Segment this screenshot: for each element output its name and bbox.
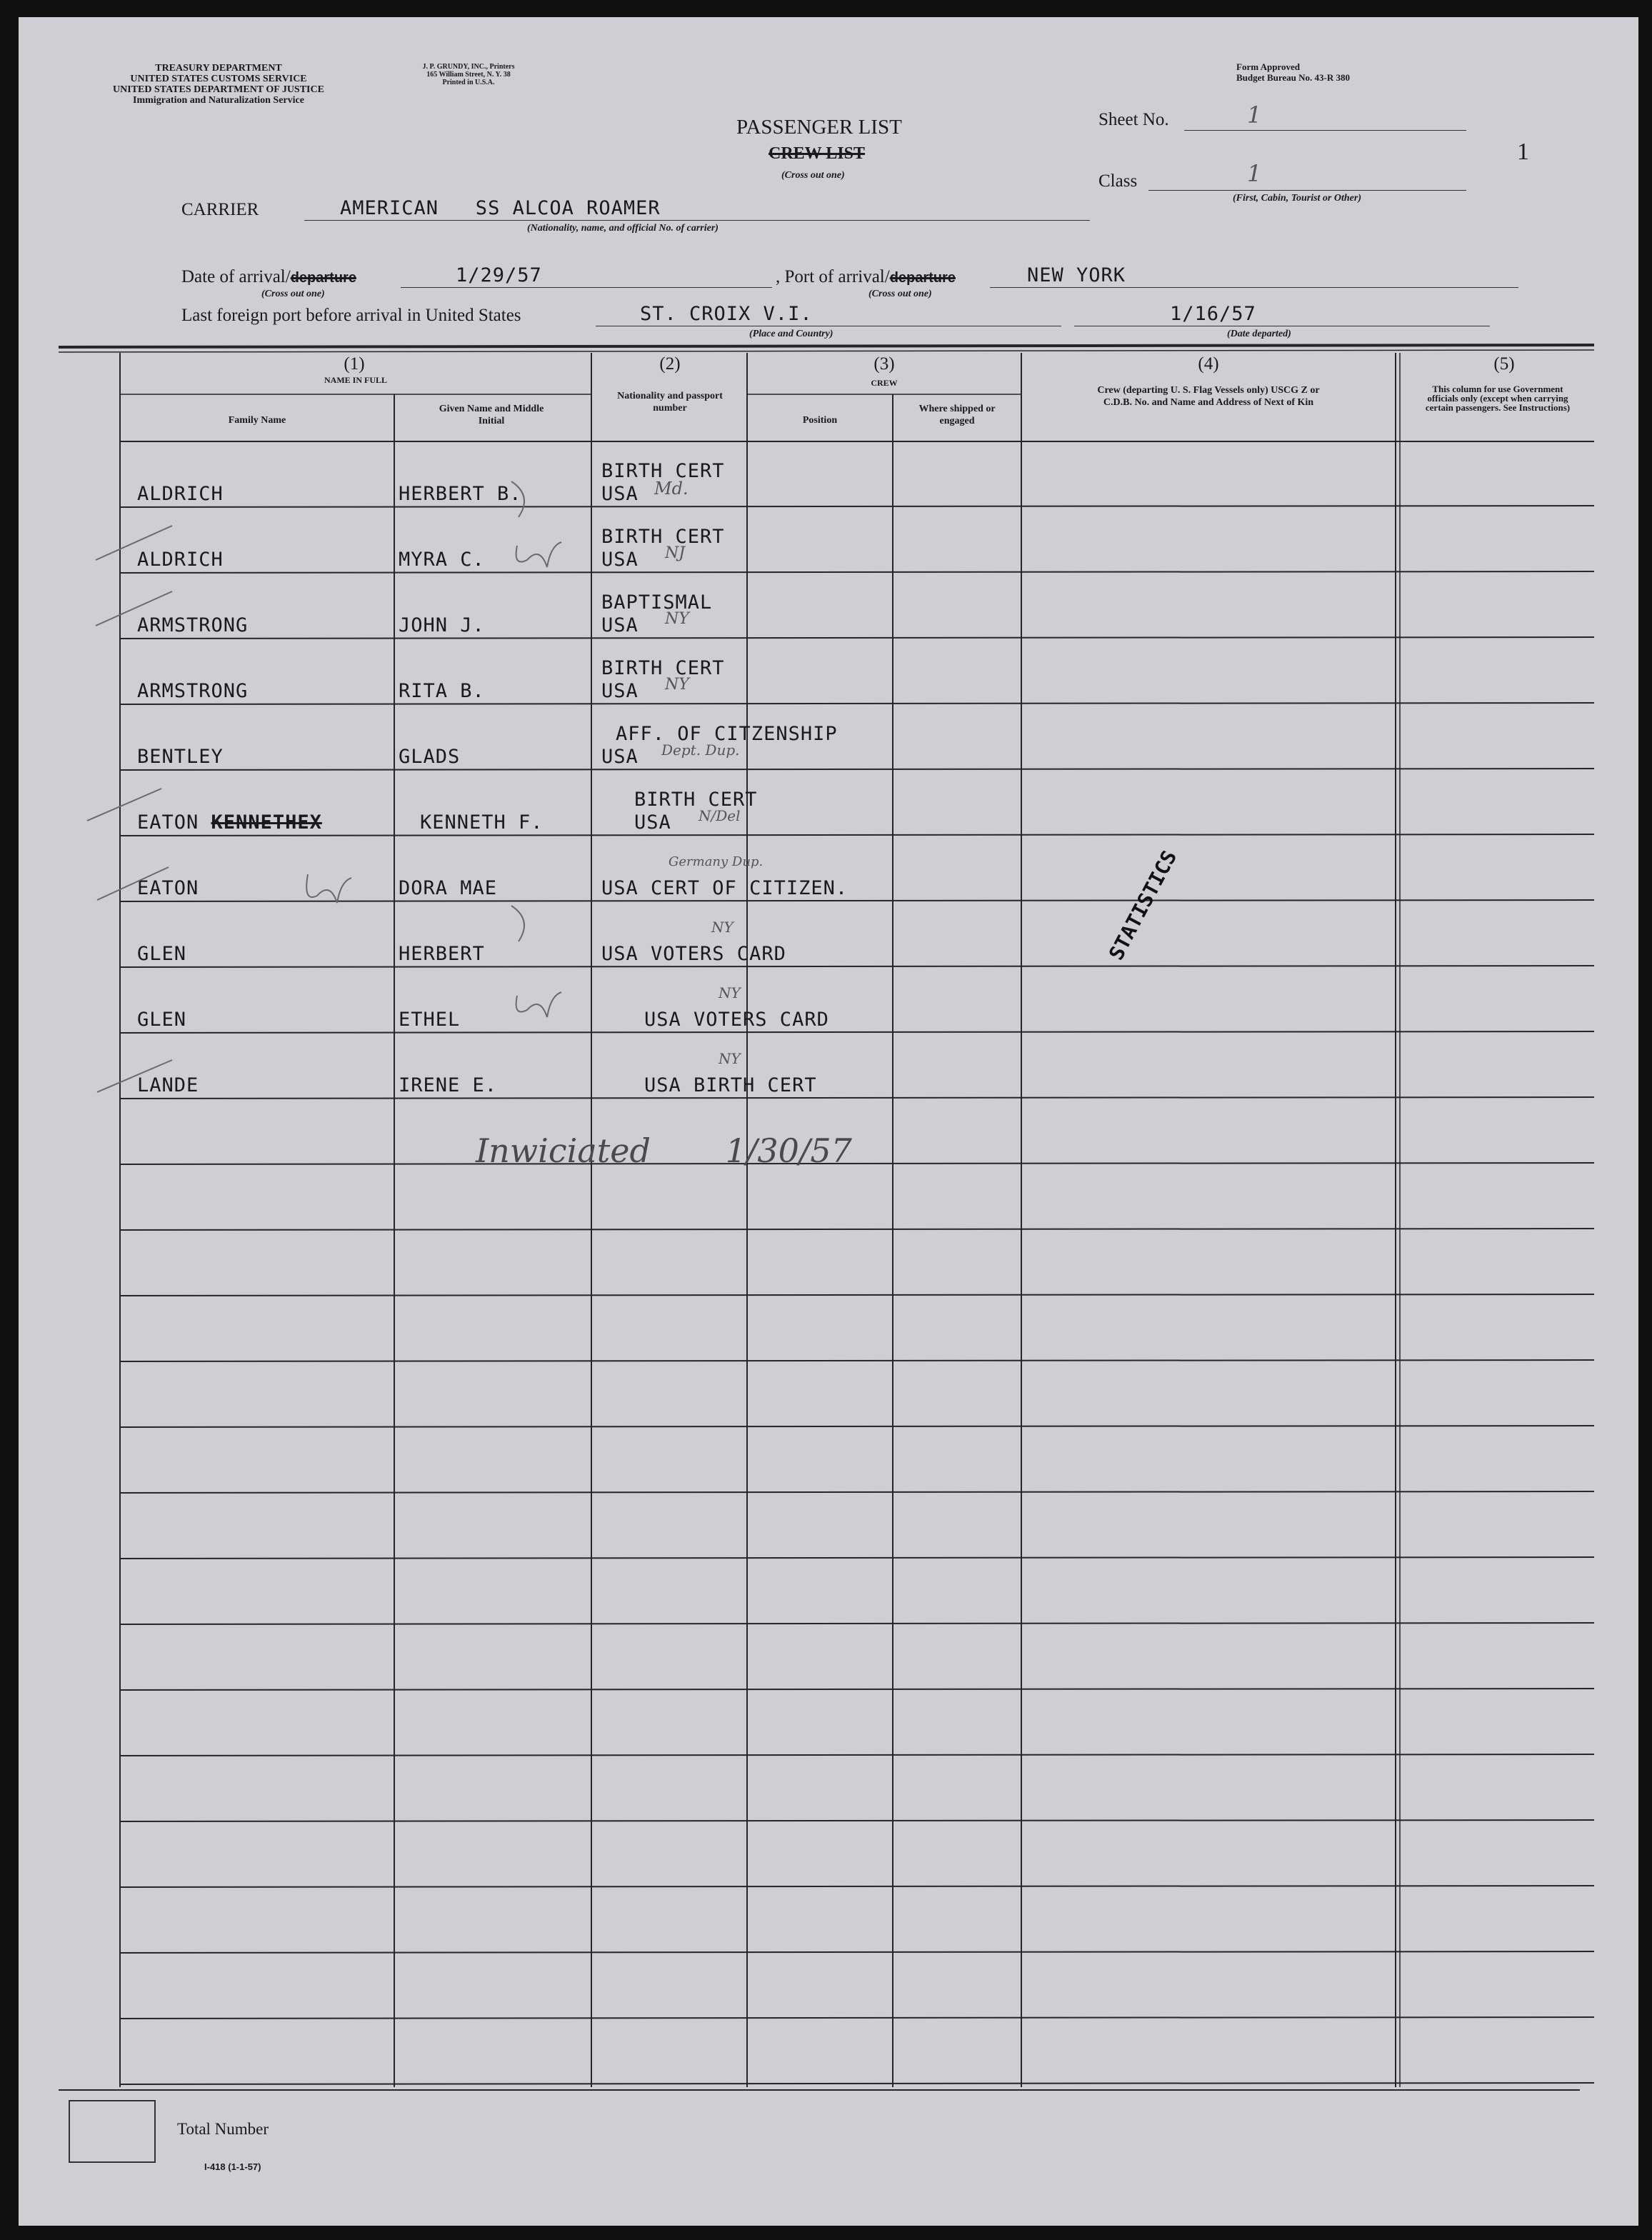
family-name-cell: ALDRICH bbox=[137, 549, 224, 571]
given-name-cell: IRENE E. bbox=[399, 1074, 498, 1096]
given-name-cell: GLADS bbox=[399, 746, 461, 768]
passport-line2: USA CERT OF CITIZEN. bbox=[601, 877, 848, 899]
passport-line2: USA VOTERS CARD bbox=[601, 943, 786, 965]
date-departure-struck: departure bbox=[290, 270, 356, 286]
handwritten-note: N/Del bbox=[699, 807, 741, 824]
position-header: Position bbox=[802, 415, 838, 426]
last-port-value: ST. CROIX V.I. bbox=[640, 303, 813, 325]
family-name-cell: GLEN bbox=[137, 1009, 187, 1031]
col5-number: (5) bbox=[1493, 354, 1515, 374]
passport-line2: USA bbox=[601, 746, 639, 768]
date-caption: (Cross out one) bbox=[261, 289, 325, 299]
family-name-cell: EATON bbox=[137, 877, 199, 899]
total-number-box bbox=[69, 2100, 156, 2163]
col2-number: (2) bbox=[659, 354, 681, 374]
given-name-cell: DORA MAE bbox=[399, 877, 498, 899]
where-shipped-header: Where shipped or engaged bbox=[918, 404, 996, 426]
handwritten-note: NY bbox=[665, 676, 689, 694]
handwritten-note: NY bbox=[711, 919, 734, 936]
crew-header: CREW bbox=[871, 378, 898, 388]
col1-number: (1) bbox=[344, 354, 365, 374]
family-name-header: Family Name bbox=[228, 415, 286, 426]
family-name-cell: ALDRICH bbox=[137, 483, 224, 505]
signature-date: 1/30/57 bbox=[725, 1131, 852, 1170]
port-arrival-value: NEW YORK bbox=[1027, 264, 1126, 286]
printer-line: J. P. GRUNDY, INC., Printers bbox=[422, 63, 515, 71]
given-name-cell: RITA B. bbox=[399, 680, 485, 702]
given-name-cell: JOHN J. bbox=[399, 614, 485, 636]
printer-line: 165 William Street, N. Y. 38 bbox=[426, 71, 511, 79]
passenger-list-form bbox=[19, 17, 1638, 2226]
budget-bureau-text: Budget Bureau No. 43-R 380 bbox=[1236, 72, 1351, 83]
passport-line2: USA BIRTH CERT bbox=[644, 1074, 817, 1096]
passport-line2: USA bbox=[634, 811, 671, 834]
handwritten-note: Dept. Dup. bbox=[661, 741, 740, 759]
handwritten-note: Germany Dup. bbox=[669, 854, 764, 869]
agency-line: UNITED STATES CUSTOMS SERVICE bbox=[130, 74, 307, 84]
class-label: Class bbox=[1098, 171, 1138, 191]
struck-text: KENNETHEX bbox=[211, 811, 322, 834]
agency-line: Immigration and Naturalization Service bbox=[133, 95, 304, 106]
agency-line: TREASURY DEPARTMENT bbox=[155, 63, 282, 74]
handwritten-note: NJ bbox=[665, 544, 686, 562]
form-approved-text: Form Approved bbox=[1236, 61, 1300, 72]
date-departed-value: 1/16/57 bbox=[1170, 303, 1256, 325]
handwritten-note: NY bbox=[719, 984, 741, 1001]
given-name-header: Given Name and Middle Initial bbox=[439, 404, 544, 426]
given-name-cell: MYRA C. bbox=[399, 549, 485, 571]
passport-line2: USA bbox=[601, 680, 639, 702]
nationality-header: Nationality and passport number bbox=[617, 391, 723, 414]
agency-line: UNITED STATES DEPARTMENT OF JUSTICE bbox=[113, 84, 324, 95]
col3-number: (3) bbox=[873, 354, 895, 374]
passport-line2: USA bbox=[601, 614, 639, 636]
family-name-cell: ARMSTRONG bbox=[137, 680, 249, 702]
given-name-cell: HERBERT bbox=[399, 943, 485, 965]
passport-line1: BIRTH CERT bbox=[601, 460, 725, 482]
passport-line2: USA bbox=[601, 549, 639, 571]
statistics-stamp: STATISTICS bbox=[1104, 846, 1182, 964]
printer-line: Printed in U.S.A. bbox=[442, 79, 495, 86]
passport-line1: BIRTH CERT bbox=[601, 526, 725, 548]
form-code: I-418 (1-1-57) bbox=[204, 2161, 261, 2172]
government-use-header: This column for use Government officials only (except when carrying certain passengers. See Instructions) bbox=[1425, 384, 1571, 413]
family-name-cell: LANDE bbox=[137, 1074, 199, 1096]
passport-line1: AFF. OF CITZENSHIP bbox=[616, 723, 838, 745]
handwritten-note: NY bbox=[719, 1050, 741, 1067]
port-arrival-text: , Port of arrival/ bbox=[776, 267, 890, 286]
col1-title: NAME IN FULL bbox=[324, 375, 387, 385]
handwritten-note: NY bbox=[665, 610, 689, 628]
date-arrival-text: Date of arrival/ bbox=[181, 267, 291, 286]
carrier-label: CARRIER bbox=[181, 200, 259, 219]
family-name-cell: GLEN bbox=[137, 943, 187, 965]
given-name-cell: KENNETH F. bbox=[420, 811, 544, 834]
given-name-cell: HERBERT B. bbox=[399, 483, 522, 505]
family-name-cell: ARMSTRONG bbox=[137, 614, 249, 636]
form-title: PASSENGER LIST bbox=[736, 116, 902, 139]
page-number: 1 bbox=[1517, 139, 1529, 165]
total-number-label: Total Number bbox=[177, 2120, 269, 2138]
carrier-value: AMERICAN SS ALCOA ROAMER bbox=[340, 197, 661, 219]
handwritten-marks bbox=[19, 17, 1638, 2226]
signature-text: Inwiciated bbox=[476, 1131, 651, 1170]
family-name-cell: EATON bbox=[137, 811, 199, 834]
crew-next-of-kin-header: Crew (departing U. S. Flag Vessels only) USCG Z or C.D.B. No. and Name and Address of Next of Kin bbox=[1097, 385, 1320, 408]
sheet-value: 1 bbox=[1247, 101, 1262, 129]
passport-line2: USA VOTERS CARD bbox=[644, 1009, 829, 1031]
crew-list-struck: CREW LIST bbox=[769, 144, 865, 163]
last-port-label: Last foreign port before arrival in United States bbox=[181, 306, 521, 325]
last-port-caption: (Place and Country) bbox=[749, 329, 833, 339]
col4-number: (4) bbox=[1198, 354, 1219, 374]
cross-out-caption: (Cross out one) bbox=[781, 170, 845, 181]
passport-line1: BIRTH CERT bbox=[634, 789, 758, 811]
port-departure-struck: departure bbox=[889, 270, 956, 286]
port-caption: (Cross out one) bbox=[868, 289, 932, 299]
passport-line1: BIRTH CERT bbox=[601, 657, 725, 679]
handwritten-note: Md. bbox=[654, 479, 689, 499]
given-name-cell: ETHEL bbox=[399, 1009, 461, 1031]
signature bbox=[476, 1131, 852, 1170]
family-name-cell: BENTLEY bbox=[137, 746, 224, 768]
class-caption: (First, Cabin, Tourist or Other) bbox=[1233, 193, 1361, 204]
sheet-label: Sheet No. bbox=[1098, 110, 1169, 129]
carrier-caption: (Nationality, name, and official No. of carrier) bbox=[527, 223, 719, 234]
passport-line2: USA bbox=[601, 483, 639, 505]
date-arrival-value: 1/29/57 bbox=[456, 264, 542, 286]
class-value: 1 bbox=[1247, 160, 1262, 187]
date-departed-caption: (Date departed) bbox=[1227, 329, 1291, 339]
passport-line1: BAPTISMAL bbox=[601, 591, 713, 614]
